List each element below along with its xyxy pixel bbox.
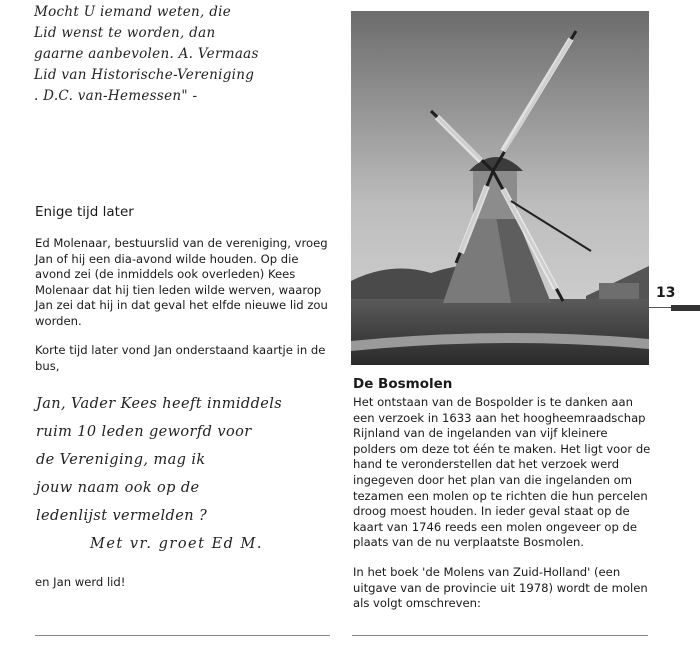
card-line: ledenlijst vermelden ? xyxy=(36,508,208,524)
note-line: Mocht U iemand weten, die xyxy=(34,4,232,20)
page-number-rule xyxy=(648,307,672,308)
closing-line: en Jan werd lid! xyxy=(35,575,126,589)
footer-rule-right xyxy=(352,635,648,636)
handwritten-card xyxy=(36,390,336,558)
note-line: Lid van Historische-Vereniging xyxy=(34,67,255,83)
card-line: ruim 10 leden geworfd voor xyxy=(36,424,252,440)
paragraph-kaartje: Korte tijd later vond Jan onderstaand kaartje in de bus, xyxy=(35,343,326,373)
card-line: de Vereniging, mag ik xyxy=(36,452,206,468)
handwritten-note xyxy=(34,2,334,107)
paragraph-molens-zuid-holland: In het boek 'de Molens van Zuid-Holland' (een uitgave van de provincie uit 1978) wordt de molen als volgt omschreven: xyxy=(353,565,648,611)
note-line: gaarne aanbevolen. A. Vermaas xyxy=(34,46,259,62)
page-number: 13 xyxy=(656,285,676,301)
paragraph-bosmolen: Het ontstaan van de Bospolder is te danken aan een verzoek in 1633 aan het hoogheemraadschap Rijnland van de ingelanden van vijf kleinere polders om deze tot één te maken. Het ligt voor de hand te veronderstellen dat het verzoek werd ingegeven door het plan van die ingelanden om tezamen een molen op te richten die hun percelen droog moest houden. In ieder geval staat op de kaart van 1746 reeds een molen ongeveer op de plaats van de nu verplaatste Bosmolen. xyxy=(353,395,651,550)
paragraph-dia-avond: Ed Molenaar, bestuurslid van de vereniging, vroeg Jan of hij een dia-avond wilde houden. Op die avond zei (de inmiddels ook overleden) Kees Molenaar dat hij tien leden wilde werven, waarop Jan zei dat hij in dat geval het elfde nieuwe lid zou worden. xyxy=(35,236,328,328)
page-number-bar xyxy=(671,305,700,311)
section-heading-enige-tijd-later: Enige tijd later xyxy=(35,204,134,220)
windmill-photo xyxy=(351,11,649,365)
card-line: Jan, Vader Kees heeft inmiddels xyxy=(36,396,283,412)
note-line: Lid wenst te worden, dan xyxy=(34,25,216,41)
note-line: . D.C. van-Hemessen" - xyxy=(34,88,198,104)
card-signature: Met vr. groet Ed M. xyxy=(90,536,264,552)
section-heading-de-bosmolen: De Bosmolen xyxy=(353,376,453,392)
ground xyxy=(351,299,649,365)
footer-rule-left xyxy=(35,635,330,636)
card-line: jouw naam ook op de xyxy=(36,480,200,496)
